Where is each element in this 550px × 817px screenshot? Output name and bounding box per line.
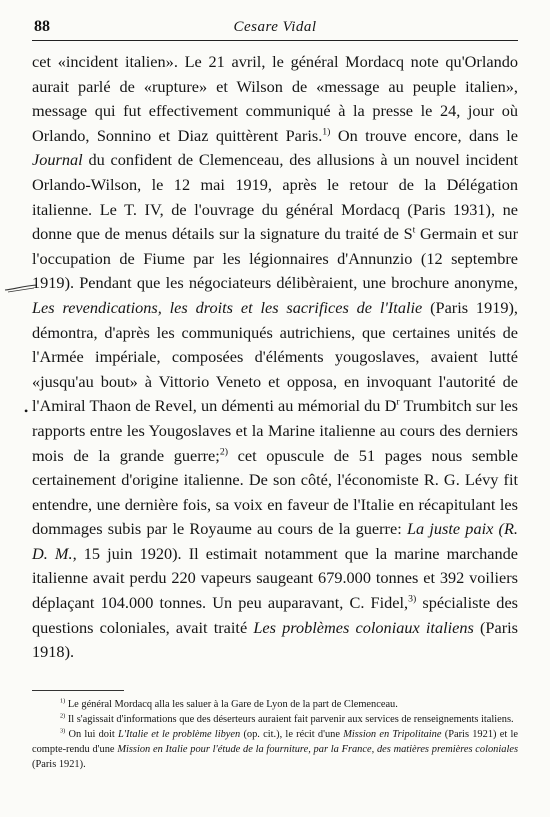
running-title: Cesare Vidal	[233, 19, 317, 35]
footnote-number: 2)	[60, 712, 66, 720]
footnote-ref-3: 3)	[408, 593, 417, 605]
footnote-text: Il s'agissait d'informations que des déserteurs auraient fait parvenir aux services de renseignements italiens.	[67, 714, 514, 725]
main-paragraph	[32, 50, 518, 665]
text-run: Germain et sur l'occupation de Fiume par les légionnaires d'Annunzio (12 septembre 1919). Pendant que les négociateurs délibèraient, une brochure anonyme,	[32, 224, 518, 293]
margin-dot-mark: •	[24, 404, 29, 418]
page-number: 88	[34, 18, 50, 35]
footnote-italic: Mission en Italie pour l'étude de la fourniture, par la France, des matières premières coloniales	[117, 744, 518, 755]
footnote-divider	[32, 690, 124, 691]
text-run: cet opuscule de 51 pages nous semble certainement d'origine italienne. De son côté, l'économiste R. G. Lévy fit entendre, une dernière fois, sa voix en faveur de l'Italie en récapitulant les dommages subis par le Royaume au cours de la guerre:	[32, 445, 518, 539]
footnote-ref-2: 2)	[219, 446, 228, 458]
footnote-3	[32, 727, 518, 772]
text-run: (Paris 1919), démontra, d'après les communiqués autrichiens, que certaines unités de l'Armée impériale, composées d'éléments yougoslaves, avaient lutté «jusqu'au bout» à Vittorio Veneto et opposa, en invoquant l'autorité de l'Amiral Thaon de Revel, un démenti au mémorial du D	[32, 297, 518, 416]
superscript-dr: r	[396, 396, 400, 408]
text-run: Trumbitch sur les rapports entre les Yougoslaves et la Marine italienne au cours des derniers mois de la grande guerre;	[32, 396, 518, 465]
footnote-text: (Paris 1921).	[32, 759, 86, 770]
footnote-text: (Paris 1921) et le compte-rendu d'une	[32, 729, 518, 755]
italic-title-juste-paix: La juste paix (R. D. M.,	[32, 519, 518, 563]
superscript-st: t	[412, 224, 416, 236]
footnote-italic: L'Italie et le problème libyen	[118, 729, 241, 740]
footnote-text: (op. cit.), le récit d'une	[240, 729, 344, 740]
text-run: (Paris 1918).	[32, 617, 518, 662]
footnote-1	[32, 697, 518, 712]
italic-title-problemes-coloniaux: Les problèmes coloniaux italiens	[253, 617, 474, 637]
text-run: 15 juin 1920). Il estimait notamment que la marine marchande italienne avait perdu 220 vapeurs saugeant 679.000 tonnes et 392 voiliers déplaçant 104.000 tonnes. Un peu auparavant, C. Fidel,	[32, 543, 518, 613]
text-run: spécialiste des questions coloniales, avait traité	[32, 593, 519, 637]
italic-title-revendications: Les revendications, les droits et les sacrifices de l'Italie	[32, 297, 423, 317]
footnote-ref-1: 1)	[322, 126, 331, 138]
footnote-2	[32, 712, 518, 727]
italic-journal: Journal	[32, 150, 83, 170]
body-text	[32, 50, 518, 665]
text-run: du confident de Clemenceau, des allusions à un nouvel incident Orlando-Wilson, le 12 mai 1919, après le retour de la Délégation italienne. Le T. IV, de l'ouvrage du général Mordacq (Paris 1931), ne donne que de menus détails sur la signature du traité de S	[32, 150, 518, 244]
text-run: cet «incident italien». Le 21 avril, le général Mordacq note qu'Orlando aurait parlé de «rupture» et Wilson de «message au peuple italien», message qui fut effectivement communiqué à la presse le 24, jour où Orlando, Sonnino et Diaz quittèrent Paris.	[32, 52, 518, 145]
footnote-text: Le général Mordacq alla les saluer à la Gare de Lyon de la part de Clemenceau.	[67, 699, 398, 710]
footnote-number: 3)	[60, 727, 66, 735]
footnotes	[32, 697, 518, 772]
footnote-text: On lui doit	[68, 729, 119, 740]
page-header	[32, 18, 518, 41]
text-run: On trouve encore, dans le	[330, 125, 518, 145]
footnote-italic: Mission en Tripolitaine	[343, 729, 442, 740]
footnote-number: 1)	[60, 697, 66, 705]
